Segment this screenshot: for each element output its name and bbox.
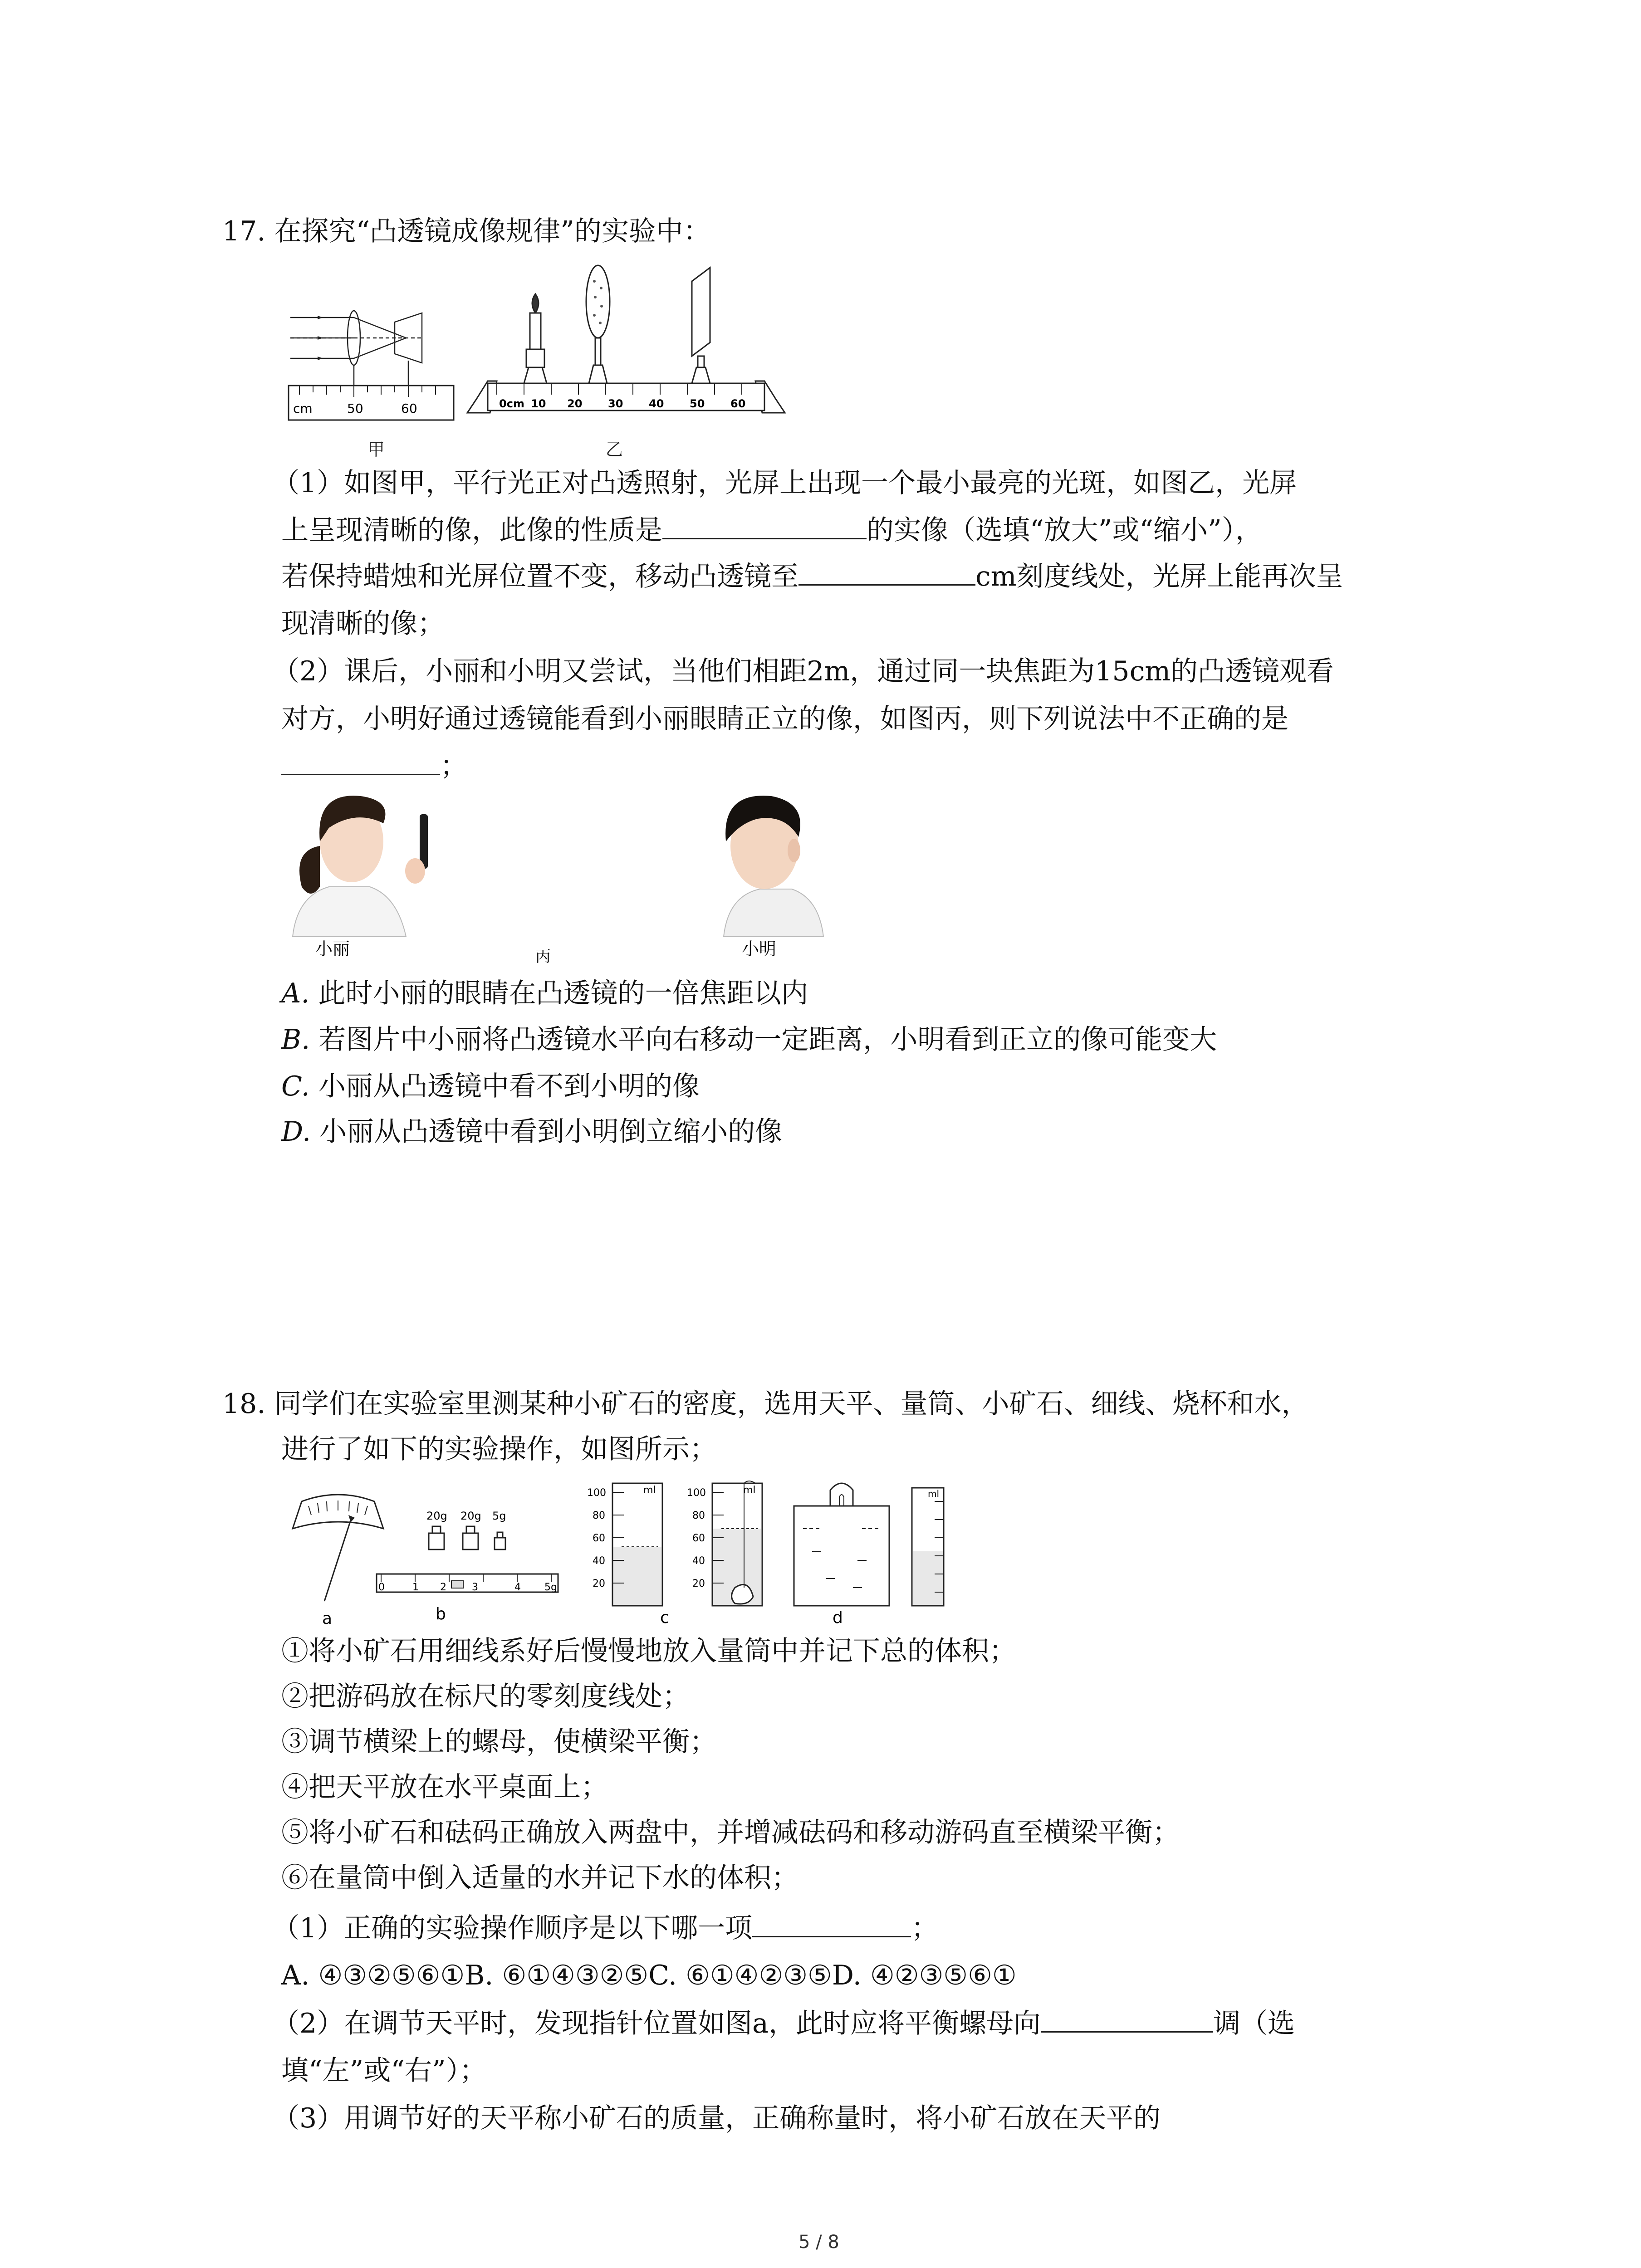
- scale-label: 1: [412, 1582, 419, 1593]
- ruler-50-label: 50: [347, 401, 363, 416]
- q18-part2-line1: [272, 2005, 1295, 2042]
- q17-part1-line2: [281, 512, 1263, 548]
- answer-blank-image-nature[interactable]: [662, 512, 867, 539]
- xiaoming-label: 小明: [742, 939, 777, 959]
- bench-tick-label: 10: [531, 397, 546, 410]
- figure-c-cylinders: [585, 1479, 780, 1628]
- option-letter: A.: [281, 978, 310, 1009]
- q17-option-a[interactable]: [281, 975, 808, 1012]
- caption-jia: 甲: [367, 440, 385, 459]
- cyl-tick: 100: [687, 1487, 706, 1499]
- bench-zero-label: 0cm: [499, 397, 524, 410]
- q17-option-c[interactable]: [281, 1068, 700, 1105]
- q17-part1-line3-end: cm刻度线处，光屏上能再次呈: [975, 561, 1343, 592]
- q18-step: ⑥在量筒中倒入适量的水并记下水的体积；: [281, 1862, 798, 1894]
- cyl-tick: 20: [692, 1578, 705, 1589]
- bench-tick-label: 40: [649, 397, 664, 410]
- scale-label: 2: [440, 1582, 446, 1593]
- label-b: b: [436, 1605, 446, 1623]
- weight-5g-label: 5g: [492, 1510, 506, 1522]
- q18-stem-line1: 18. 同学们在实验室里测某种小矿石的密度，选用天平、量筒、小矿石、细线、烧杯和水，: [222, 1388, 1309, 1420]
- figure-yi-optical-bench: [463, 263, 789, 445]
- figure-d-beaker: [785, 1479, 957, 1628]
- q18-part1-text: （1）正确的实验操作顺序是以下哪一项: [272, 1912, 753, 1944]
- q18-part1: [272, 1910, 938, 1946]
- bench-tick-label: 50: [690, 397, 705, 410]
- label-a: a: [322, 1609, 333, 1628]
- q18-part2-end: 调（选: [1213, 2008, 1295, 2039]
- q18-part2-line2: 填“左”或“右”）；: [281, 2055, 487, 2087]
- q17-option-b[interactable]: [281, 1022, 1217, 1058]
- answer-blank-lens-position[interactable]: [798, 558, 975, 586]
- q17-part1-line2-end: 的实像（选填“放大”或“缩小”），: [867, 514, 1263, 546]
- bench-tick-label: 30: [608, 397, 623, 410]
- q18-stem-line2: 进行了如下的实验操作，如图所示；: [281, 1433, 717, 1465]
- option-text: 小丽从凸透镜中看不到小明的像: [309, 1070, 700, 1102]
- xiaoming-figure: [724, 796, 823, 937]
- caption-bing: 丙: [535, 948, 551, 964]
- cyl-tick: 20: [593, 1578, 605, 1589]
- page-number: 5 / 8: [798, 2232, 839, 2253]
- q17-part2-line2: 对方，小明好通过透镜能看到小丽眼睛正立的像，如图丙，则下列说法中不正确的是: [281, 703, 1288, 735]
- option-text: 此时小丽的眼睛在凸透镜的一倍焦距以内: [309, 978, 808, 1009]
- cyl-tick: 100: [587, 1487, 606, 1499]
- q17-part1-line2-text: 上呈现清晰的像，此像的性质是: [281, 514, 662, 546]
- q17-part1-line3-text: 若保持蜡烛和光屏位置不变，移动凸透镜至: [281, 561, 798, 592]
- cyl-tick: 60: [692, 1533, 705, 1544]
- cyl-tick: 80: [692, 1510, 705, 1521]
- q17-part2-line1: （2）课后，小丽和小明又尝试，当他们相距2m，通过同一块焦距为15cm的凸透镜观看: [272, 655, 1334, 687]
- bench-tick-label: 60: [730, 397, 746, 410]
- label-d: d: [833, 1608, 843, 1627]
- weight-20g-label: 20g: [426, 1510, 447, 1522]
- weight-20g-label: 20g: [460, 1510, 481, 1522]
- q17-part1-line4: 现清晰的像；: [281, 608, 445, 640]
- caption-yi: 乙: [606, 440, 623, 459]
- q17-option-d[interactable]: [281, 1114, 782, 1150]
- scale-label: 0: [378, 1582, 385, 1593]
- q18-part3: （3）用调节好的天平称小矿石的质量，正确称量时，将小矿石放在天平的: [272, 2102, 1161, 2134]
- option-letter: D.: [281, 1116, 311, 1148]
- q18-step: ⑤将小矿石和砝码正确放入两盘中，并增减砝码和移动游码直至横梁平衡；: [281, 1817, 1180, 1848]
- label-c: c: [660, 1608, 669, 1627]
- scale-label: 3: [472, 1582, 478, 1593]
- q18-part1-end: ；: [911, 1912, 939, 1944]
- option-letter: C.: [281, 1070, 310, 1102]
- xiaoli-label: 小丽: [315, 939, 350, 959]
- q18-step: ①将小矿石用细线系好后慢慢地放入量筒中并记下总的体积；: [281, 1635, 1016, 1667]
- cyl-tick: 40: [692, 1555, 705, 1567]
- option-text: 若图片中小丽将凸透镜水平向右移动一定距离，小明看到正立的像可能变大: [310, 1024, 1217, 1056]
- answer-blank-order[interactable]: [752, 1910, 911, 1937]
- q17-part2-line3: [281, 748, 467, 784]
- cyl-tick: 40: [593, 1555, 605, 1567]
- scale-label: 4: [514, 1582, 521, 1593]
- ml-label: ml: [743, 1485, 756, 1496]
- cyl-tick: 80: [593, 1510, 605, 1521]
- scale-label: 5g: [544, 1582, 557, 1593]
- ruler-60-label: 60: [401, 401, 417, 416]
- option-text: 小丽从凸透镜中看到小明倒立缩小的像: [311, 1116, 783, 1148]
- answer-blank-direction[interactable]: [1041, 2005, 1213, 2033]
- q18-part2-text: （2）在调节天平时，发现指针位置如图a，此时应将平衡螺母向: [272, 2008, 1041, 2039]
- q17-part1-line3: [281, 558, 1343, 595]
- figure-bing-photo: [284, 792, 855, 964]
- q18-part1-options: A. ④③②⑤⑥①B. ⑥①④③②⑤C. ⑥①④②③⑤D. ④②③⑤⑥①: [281, 1960, 1017, 1991]
- ml-label: ml: [643, 1485, 656, 1496]
- q18-step: ②把游码放在标尺的零刻度线处；: [281, 1681, 690, 1712]
- cyl-tick: 60: [593, 1533, 605, 1544]
- q18-step: ④把天平放在水平桌面上；: [281, 1771, 608, 1803]
- ml-label: ml: [928, 1488, 940, 1499]
- xiaoli-figure: [293, 796, 428, 937]
- figure-jia-lens-focus: [286, 304, 458, 445]
- q17-part1-line1: （1）如图甲，平行光正对凸透照射，光屏上出现一个最小最亮的光斑，如图乙，光屏: [272, 467, 1297, 499]
- answer-blank-incorrect-option[interactable]: [281, 748, 440, 775]
- option-letter: B.: [281, 1024, 310, 1056]
- ruler-cm-label: cm: [293, 401, 313, 416]
- q18-step: ③调节横梁上的螺母，使横梁平衡；: [281, 1726, 717, 1758]
- q17-part2-line3-end: ；: [440, 750, 467, 782]
- figure-b-weights-scale: [372, 1506, 563, 1628]
- q17-stem: 17. 在探究“凸透镜成像规律”的实验中：: [222, 215, 710, 247]
- bench-tick-label: 20: [567, 397, 583, 410]
